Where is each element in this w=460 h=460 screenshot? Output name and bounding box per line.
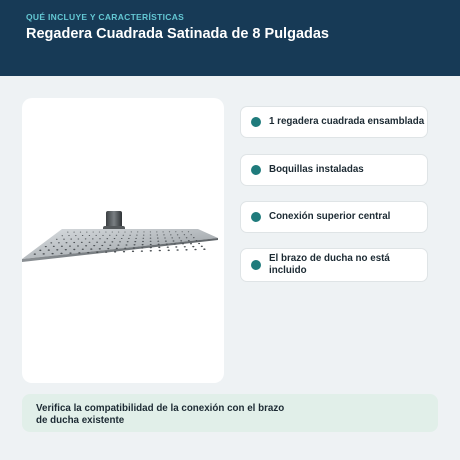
nozzle-dot (60, 253, 62, 255)
nozzle-dot (128, 238, 130, 239)
nozzle-dot (164, 237, 166, 238)
nozzle-dot (135, 238, 137, 239)
nozzle-dot (114, 238, 116, 239)
nozzle-dot (150, 231, 151, 232)
nozzle-dot (96, 252, 98, 254)
nozzle-dot (192, 246, 194, 247)
nozzle-dot (99, 232, 100, 233)
nozzle-dot (34, 253, 36, 255)
nozzle-dot (95, 235, 96, 236)
nozzle-dot (62, 235, 63, 236)
nozzle-dot (150, 247, 152, 248)
nozzle-dot (190, 243, 192, 244)
nozzle-dot (86, 232, 87, 233)
nozzle-dot (198, 243, 200, 244)
nozzle-dot (78, 238, 80, 239)
nozzle-dot (85, 245, 87, 246)
nozzle-dot (93, 232, 94, 233)
nozzle-dot (190, 234, 191, 235)
nozzle-dot (105, 232, 106, 233)
nozzle-dot (109, 245, 111, 246)
bullet-icon (251, 117, 261, 127)
nozzle-dot (157, 238, 159, 239)
nozzle-dot (107, 248, 109, 249)
nozzle-dot (99, 248, 101, 249)
nozzle-dot (126, 244, 128, 245)
nozzle-dot (150, 238, 152, 239)
feature-label: El brazo de ducha no está incluido (269, 253, 390, 276)
nozzle-dot (141, 247, 143, 248)
nozzle-dot (117, 244, 119, 245)
nozzle-dot (157, 235, 158, 236)
nozzle-dot (168, 250, 170, 252)
nozzle-dot (99, 238, 101, 239)
nozzle-dot (43, 253, 45, 255)
nozzle-dot (170, 234, 171, 235)
section-eyebrow: QUÉ INCLUYE Y CARACTERÍSTICAS (26, 12, 185, 22)
nozzle-dot (201, 246, 203, 247)
nozzle-dot (85, 238, 87, 239)
nozzle-dot (194, 249, 196, 251)
nozzle-dot (58, 242, 60, 243)
nozzle-dot (73, 232, 74, 233)
nozzle-dot (51, 253, 53, 255)
feature-item (240, 154, 428, 186)
nozzle-dot (184, 246, 186, 247)
shower-plate (22, 229, 218, 259)
feature-item (240, 201, 428, 233)
nozzle-dot (96, 242, 98, 243)
nozzle-dot (123, 235, 124, 236)
nozzle-dot (67, 232, 68, 233)
nozzle-dot (162, 231, 163, 232)
nozzle-dot (169, 231, 170, 232)
nozzle-dot (56, 249, 58, 250)
nozzle-dot (106, 238, 108, 239)
compatibility-note (22, 394, 438, 432)
nozzle-dot (82, 249, 84, 250)
nozzle-dot (116, 235, 117, 236)
nozzle-dot (142, 241, 144, 242)
nozzle-dot (184, 234, 185, 235)
nozzle-dot (89, 242, 91, 243)
nozzle-dot (131, 231, 132, 232)
nozzle-dot (73, 249, 75, 250)
nozzle-dot (119, 241, 121, 242)
nozzle-dot (50, 242, 52, 243)
nozzle-dot (77, 245, 79, 246)
nozzle-dot (159, 250, 161, 252)
nozzle-dot (150, 241, 152, 242)
nozzle-dot (150, 235, 151, 236)
nozzle-dot (171, 237, 173, 238)
nozzle-dot (65, 249, 67, 250)
nozzle-dot (39, 250, 41, 251)
nozzle-dot (73, 242, 75, 243)
nozzle-dot (177, 234, 178, 235)
nozzle-dot (66, 242, 68, 243)
nozzle-dot (157, 241, 159, 242)
nozzle-dot (185, 249, 187, 251)
nozzle-dot (158, 247, 160, 248)
feature-item (240, 106, 428, 138)
nozzle-dot (143, 231, 144, 232)
nozzle-dot (182, 243, 184, 244)
nozzle-dot (165, 240, 167, 241)
nozzle-dot (123, 251, 125, 253)
nozzle-dot (163, 234, 164, 235)
nozzle-dot (56, 239, 58, 240)
nozzle-dot (78, 252, 80, 254)
nozzle-dot (136, 235, 137, 236)
nozzle-dot (61, 246, 63, 247)
nozzle-dot (81, 242, 83, 243)
nozzle-dot (129, 235, 130, 236)
nozzle-dot (133, 247, 135, 248)
note-text: Verifica la compatibilidad de la conexión con el brazo de ducha existente (36, 403, 285, 426)
nozzle-dot (89, 235, 90, 236)
nozzle-dot (134, 244, 136, 245)
header-banner (0, 0, 460, 76)
bullet-icon (251, 260, 261, 270)
nozzle-dot (156, 231, 157, 232)
nozzle-dot (142, 244, 144, 245)
nozzle-dot (102, 235, 103, 236)
feature-label: Conexión superior central (269, 211, 391, 222)
bullet-icon (251, 212, 261, 222)
nozzle-dot (114, 251, 116, 253)
bullet-icon (251, 165, 261, 175)
nozzle-dot (104, 241, 106, 242)
nozzle-dot (158, 244, 160, 245)
nozzle-dot (176, 249, 178, 251)
nozzle-dot (143, 235, 144, 236)
nozzle-dot (193, 237, 195, 238)
nozzle-dot (101, 245, 103, 246)
nozzle-dot (90, 248, 92, 249)
nozzle-dot (124, 248, 126, 249)
nozzle-dot (203, 248, 205, 250)
feature-item (240, 248, 428, 282)
product-image-card (22, 98, 224, 383)
nozzle-dot (48, 249, 50, 250)
nozzle-dot (127, 241, 129, 242)
nozzle-dot (182, 231, 183, 232)
nozzle-dot (93, 245, 95, 246)
nozzle-dot (142, 238, 144, 239)
nozzle-dot (186, 237, 188, 238)
nozzle-dot (124, 232, 125, 233)
nozzle-dot (175, 246, 177, 247)
nozzle-dot (68, 235, 69, 236)
nozzle-dot (150, 250, 152, 252)
nozzle-dot (92, 238, 94, 239)
nozzle-dot (69, 245, 71, 246)
nozzle-dot (109, 235, 110, 236)
nozzle-dot (82, 235, 83, 236)
feature-label: Boquillas instaladas (269, 164, 364, 175)
nozzle-dot (70, 239, 72, 240)
nozzle-dot (118, 232, 119, 233)
nozzle-dot (174, 243, 176, 244)
nozzle-dot (137, 231, 138, 232)
nozzle-dot (69, 252, 71, 254)
nozzle-dot (105, 251, 107, 253)
nozzle-dot (141, 250, 143, 252)
nozzle-dot (116, 248, 118, 249)
nozzle-dot (167, 246, 169, 247)
nozzle-dot (175, 231, 176, 232)
nozzle-dot (75, 235, 76, 236)
nozzle-dot (188, 240, 190, 241)
nozzle-dot (80, 232, 81, 233)
nozzle-dot (166, 244, 168, 245)
feature-label: 1 regadera cuadrada ensamblada (269, 116, 425, 127)
nozzle-dot (150, 244, 152, 245)
nozzle-dot (179, 237, 181, 238)
nozzle-dot (45, 246, 47, 247)
nozzle-dot (173, 240, 175, 241)
square-shower-head-icon (22, 98, 224, 383)
nozzle-dot (112, 232, 113, 233)
nozzle-dot (63, 239, 65, 240)
nozzle-dot (188, 231, 189, 232)
nozzle-dot (132, 251, 134, 253)
page-title: Regadera Cuadrada Satinada de 8 Pulgadas (26, 26, 329, 42)
nozzle-dot (111, 241, 113, 242)
nozzle-dot (180, 240, 182, 241)
nozzle-dot (87, 252, 89, 254)
nozzle-dot (121, 238, 123, 239)
nozzle-dot (53, 246, 55, 247)
nozzle-dot (196, 240, 198, 241)
nozzle-dot (134, 241, 136, 242)
